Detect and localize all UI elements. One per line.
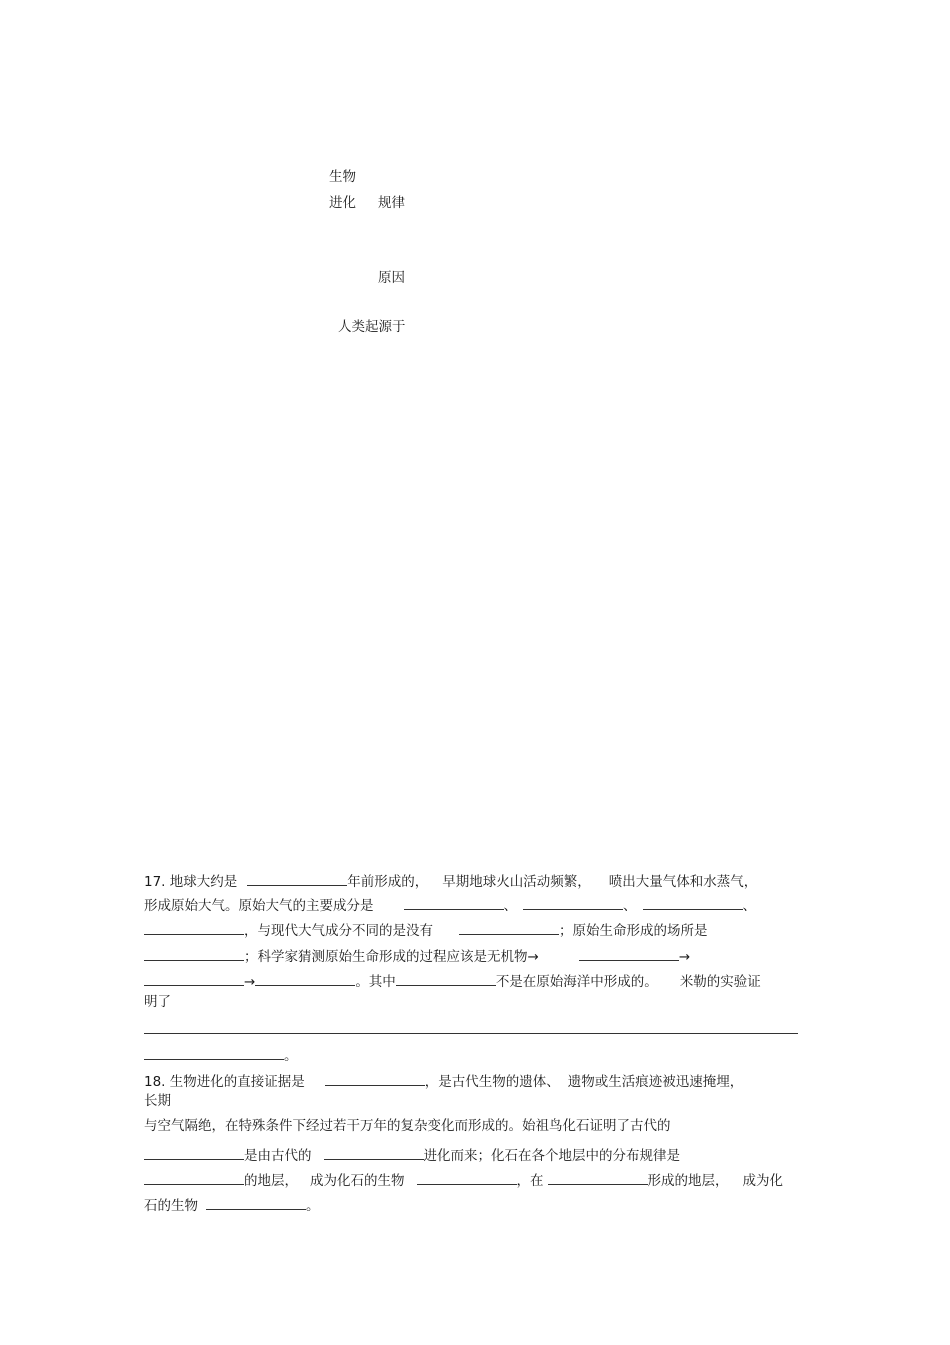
q17-line-3 (144, 921, 708, 939)
q18-text: 石的生物 (144, 1198, 198, 1214)
answer-blank[interactable] (325, 1072, 425, 1086)
q17-line-6: 明了 (144, 994, 171, 1010)
answer-blank[interactable] (144, 1146, 244, 1160)
answer-blank[interactable] (396, 972, 496, 986)
q17-text: ；原始生命形成的场所是 (559, 923, 708, 939)
q17-text: 早期地球火山活动频繁， (442, 874, 591, 890)
q18-line-2: 长期 (144, 1093, 171, 1109)
q17-text: 形成原始大气。原始大气的主要成分是 (144, 898, 374, 914)
diagram-label-jinhua: 进化 (329, 195, 356, 211)
answer-blank[interactable] (324, 1146, 424, 1160)
q17-line-8 (144, 1046, 298, 1064)
q18-line-4 (144, 1146, 680, 1164)
q17-text: 、 (623, 898, 637, 914)
q17-text: 17. 地球大约是 (144, 874, 238, 890)
q18-line-1 (144, 1072, 743, 1090)
q17-text: 米勒的实验证 (679, 974, 761, 990)
q18-text: ，是古代生物的遗体、 (424, 1074, 560, 1090)
q17-line-1 (144, 872, 757, 890)
diagram-label-guilv: 规律 (378, 195, 405, 211)
diagram-label-renlei: 人类起源于 (338, 319, 406, 335)
q17-text: 。 (284, 1048, 298, 1064)
arrow-glyph: → (678, 949, 691, 965)
q18-text: 成为化 (742, 1173, 783, 1189)
q18-text: 18. 生物进化的直接证据是 (144, 1074, 305, 1090)
answer-blank[interactable] (144, 1046, 284, 1060)
answer-blank[interactable] (144, 921, 244, 935)
q17-text: ，与现代大气成分不同的是没有 (244, 923, 433, 939)
q18-text: 形成的地层， (647, 1173, 729, 1189)
q17-text: ；科学家猜测原始生命形成的过程应该是无机物→ (244, 949, 539, 965)
arrow-glyph: → (244, 974, 256, 990)
q18-text: ，在 (516, 1173, 544, 1189)
answer-blank[interactable] (643, 896, 743, 910)
answer-blank-long[interactable] (144, 1020, 798, 1034)
answer-blank[interactable] (579, 947, 679, 961)
q17-text: 、 (503, 898, 517, 914)
q18-line-3: 与空气隔绝，在特殊条件下经过若干万年的复杂变化而形成的。始祖鸟化石证明了古代的 (144, 1118, 671, 1134)
answer-blank[interactable] (144, 947, 244, 961)
answer-blank[interactable] (206, 1196, 306, 1210)
q18-line-5 (144, 1171, 783, 1189)
diagram-label-shengwu: 生物 (329, 169, 356, 185)
q18-text: 遗物或生活痕迹被迅速掩埋， (567, 1074, 744, 1090)
q18-text: 进化而来；化石在各个地层中的分布规律是 (423, 1148, 680, 1164)
q18-text: 成为化石的生物 (310, 1173, 405, 1189)
q17-line-5 (144, 972, 761, 990)
answer-blank[interactable] (247, 872, 347, 886)
q17-text: 不是在原始海洋中形成的。 (495, 974, 658, 990)
q18-text: 是由古代的 (244, 1148, 312, 1164)
answer-blank[interactable] (548, 1171, 648, 1185)
answer-blank[interactable] (144, 972, 244, 986)
answer-blank[interactable] (404, 896, 504, 910)
q17-text: 、 (742, 898, 756, 914)
q17-text: 喷出大量气体和水蒸气， (608, 874, 758, 890)
q17-line-4 (144, 947, 690, 965)
answer-blank[interactable] (523, 896, 623, 910)
q17-line-2 (144, 896, 756, 914)
diagram-label-yuanyin: 原因 (378, 270, 405, 286)
q18-text: 的地层， (244, 1173, 298, 1189)
q18-line-6 (144, 1196, 320, 1214)
answer-blank[interactable] (417, 1171, 517, 1185)
q18-text: 。 (306, 1198, 320, 1214)
answer-blank[interactable] (255, 972, 355, 986)
q17-text: 。其中 (355, 974, 396, 990)
q17-text: 年前形成的， (347, 874, 429, 890)
answer-blank[interactable] (144, 1171, 244, 1185)
answer-blank[interactable] (459, 921, 559, 935)
